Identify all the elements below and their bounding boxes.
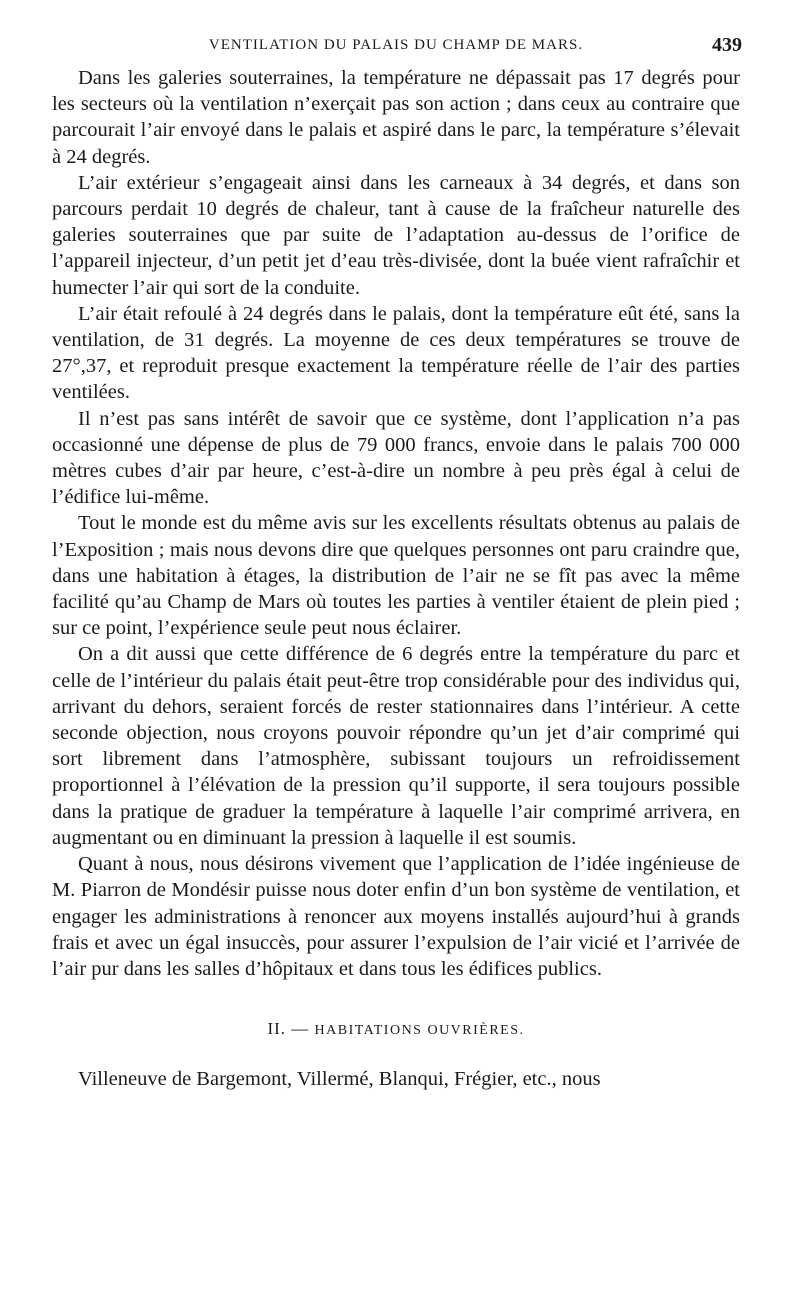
body-text bbox=[52, 65, 740, 982]
running-head bbox=[52, 30, 740, 60]
page-number: 439 bbox=[712, 34, 742, 56]
section-title: HABITATIONS OUVRIÈRES. bbox=[314, 1023, 525, 1039]
book-page bbox=[52, 30, 740, 1092]
running-head-title: VENTILATION DU PALAIS DU CHAMP DE MARS. bbox=[208, 37, 584, 53]
paragraph-air-refoule: L’air était refoulé à 24 degrés dans le palais, dont la température eût été, sans la ventilation, de 31 degrés. La moyenne de ces deux températures se trouve de 27°,37, et reproduit presque exactement la température réelle de l’air des parties ventilées. bbox=[52, 302, 740, 404]
paragraph-objection: On a dit aussi que cette différence de 6 degrés entre la température du parc et celle de l’intérieur du palais était peut-être trop considérable pour des individus qui, arrivant du dehors, seraient forcés de rester stationnaires dans l’intérieur. A cette seconde objection, nous croyons pouvoir répondre qu’un jet d’air comprimé qui sort librement dans l’atmosphère, subissant toujours un refroidissement proportionnel à l’élévation de la pression qu’il supporte, il sera toujours possible dans la pratique de graduer la température à laquelle l’air comprimé arrivera, en augmentant ou en diminuant la pression à laquelle il est soumis. bbox=[52, 643, 740, 849]
paragraph-resultats: Tout le monde est du même avis sur les excellents résultats obtenus au palais de l’Exposition ; mais nous devons dire que quelques personnes ont paru craindre que, dans une habitation à étages, la distribution de l’air ne se fît pas avec la même facilité qu’au Champ de Mars où toutes les parties à ventiler étaient de plein pied ; sur ce point, l’expérience seule peut nous éclairer. bbox=[52, 512, 740, 640]
paragraph-habitations-start: Villeneuve de Bargemont, Villermé, Blanqui, Frégier, etc., nous bbox=[78, 1068, 601, 1091]
paragraph-air-exterieur: L’air extérieur s’engageait ainsi dans les carneaux à 34 degrés, et dans son parcours perdait 10 degrés de chaleur, tant à cause de la fraîcheur naturelle des galeries souterraines que par suite de l’adaptation au-dessus de l’orifice de l’appareil injecteur, d’un petit jet d’eau très-divisée, dont la buée vient rafraîchir et humecter l’air qui sort de la conduite. bbox=[52, 171, 740, 299]
paragraph-galeries: Dans les galeries souterraines, la température ne dépassait pas 17 degrés pour les secteurs où la ventilation n’exerçait pas son action ; dans ceux au contraire que parcourait l’air envoyé dans le palais et aspiré dans le parc, la température s’élevait à 24 degrés. bbox=[52, 67, 740, 168]
paragraph-conclusion: Quant à nous, nous désirons vivement que l’application de l’idée ingénieuse de M. Piarron de Mondésir puisse nous doter enfin d’un bon système de ventilation, et engager les administrations à renoncer aux moyens installés aujourd’hui à grands frais et avec un égal insuccès, pour assurer l’expulsion de l’air vicié et l’arrivée de l’air pur dans les salles d’hôpitaux et dans tous les édifices publics. bbox=[52, 853, 740, 980]
section-number: II. — bbox=[267, 1019, 310, 1039]
paragraph-cout-systeme: Il n’est pas sans intérêt de savoir que ce système, dont l’application n’a pas occasionné une dépense de plus de 79 000 francs, envoie dans le palais 700 000 mètres cubes d’air par heure, c’est-à-dire un nombre à peu près égal à celui de l’édifice lui-même. bbox=[52, 407, 740, 509]
section-heading bbox=[52, 1016, 740, 1044]
